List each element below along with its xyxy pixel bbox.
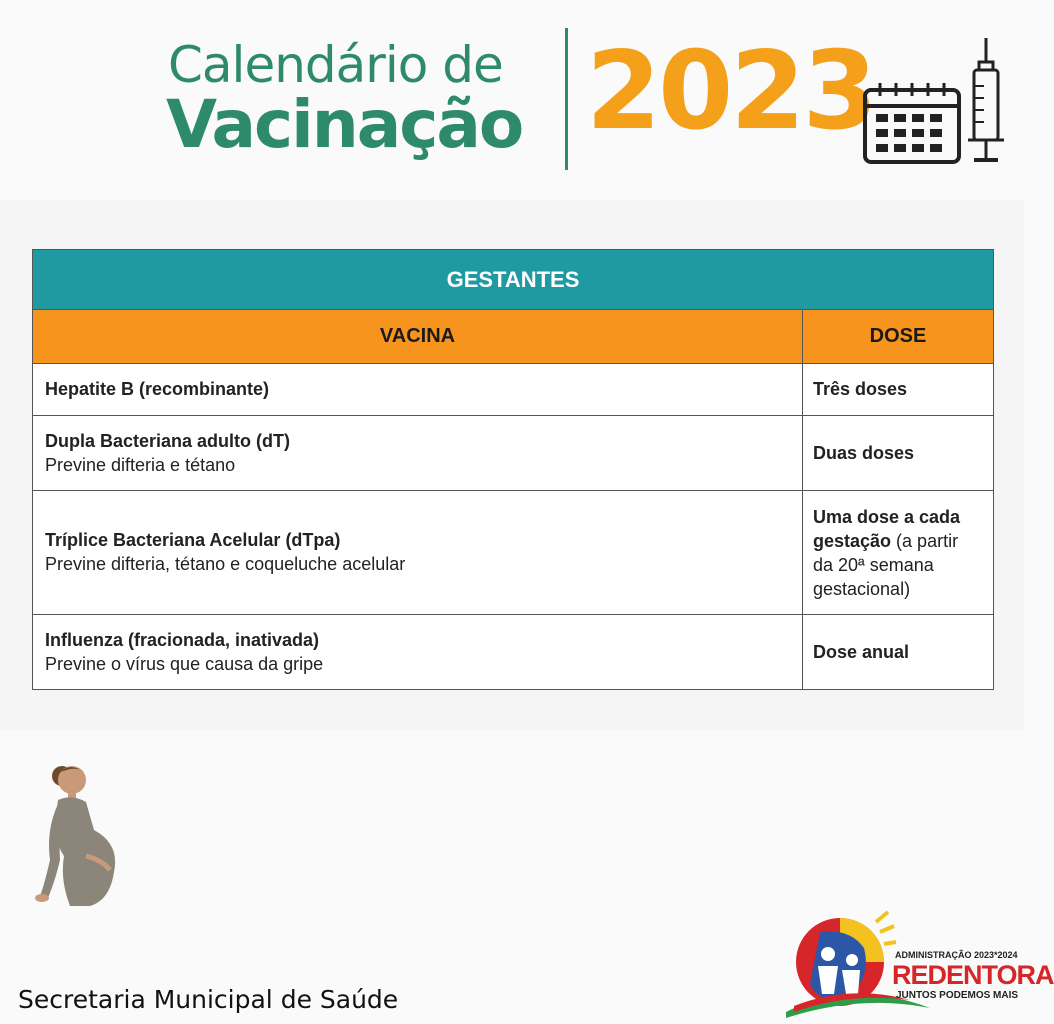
logo-slogan: JUNTOS PODEMOS MAIS	[896, 990, 1019, 1001]
vaccination-table	[32, 249, 994, 690]
vaccine-cell	[33, 416, 803, 491]
logo-name: REDENTORA	[892, 960, 1054, 990]
group-title: GESTANTES	[33, 250, 994, 310]
page-header	[0, 0, 1024, 200]
title-line-1: Calendário de	[168, 36, 503, 94]
vaccine-name: Dupla Bacteriana adulto (dT)	[45, 430, 291, 451]
dose-text: Uma dose a cada gestação	[813, 506, 961, 551]
vaccine-cell	[33, 491, 803, 615]
vaccine-description: Previne difteria e tétano	[45, 454, 236, 475]
title-divider	[565, 28, 568, 170]
table-row	[33, 416, 994, 491]
column-header-dose: DOSE	[803, 310, 994, 364]
vaccine-name: Influenza (fracionada, inativada)	[45, 629, 320, 650]
pregnant-woman-illustration	[30, 760, 130, 910]
secretaria-label: Secretaria Municipal de Saúde	[18, 985, 399, 1014]
dose-text: Dose anual	[813, 641, 910, 662]
logo-admin-text: ADMINISTRAÇÃO 2023*2024	[895, 950, 1018, 960]
vaccine-description: Previne o vírus que causa da gripe	[45, 653, 324, 674]
vaccine-description: Previne difteria, tétano e coqueluche acelular	[45, 554, 406, 574]
table-column-header	[33, 310, 994, 364]
dose-text: Duas doses	[813, 442, 915, 463]
vaccine-name: Hepatite B (recombinante)	[45, 379, 270, 399]
title-line-2: Vacinação	[166, 86, 523, 163]
dose-note: (a partir da 20ª semana gestacional)	[813, 530, 959, 599]
vaccine-name: Tríplice Bacteriana Acelular (dTpa)	[45, 530, 341, 550]
calendar-icon	[862, 80, 962, 166]
dose-cell	[803, 364, 994, 416]
table-row	[33, 364, 994, 416]
table-row	[33, 615, 994, 690]
table-row	[33, 491, 994, 615]
syringe-icon	[966, 36, 1006, 168]
vaccine-cell	[33, 615, 803, 690]
dose-cell	[803, 491, 994, 615]
title-year: 2023	[586, 29, 875, 154]
table-group-header	[33, 250, 994, 310]
redentora-logo	[780, 908, 1054, 1024]
dose-text: Três doses	[813, 379, 908, 399]
dose-cell	[803, 416, 994, 491]
column-header-vacina: VACINA	[33, 310, 803, 364]
dose-cell	[803, 615, 994, 690]
vaccine-cell	[33, 364, 803, 416]
